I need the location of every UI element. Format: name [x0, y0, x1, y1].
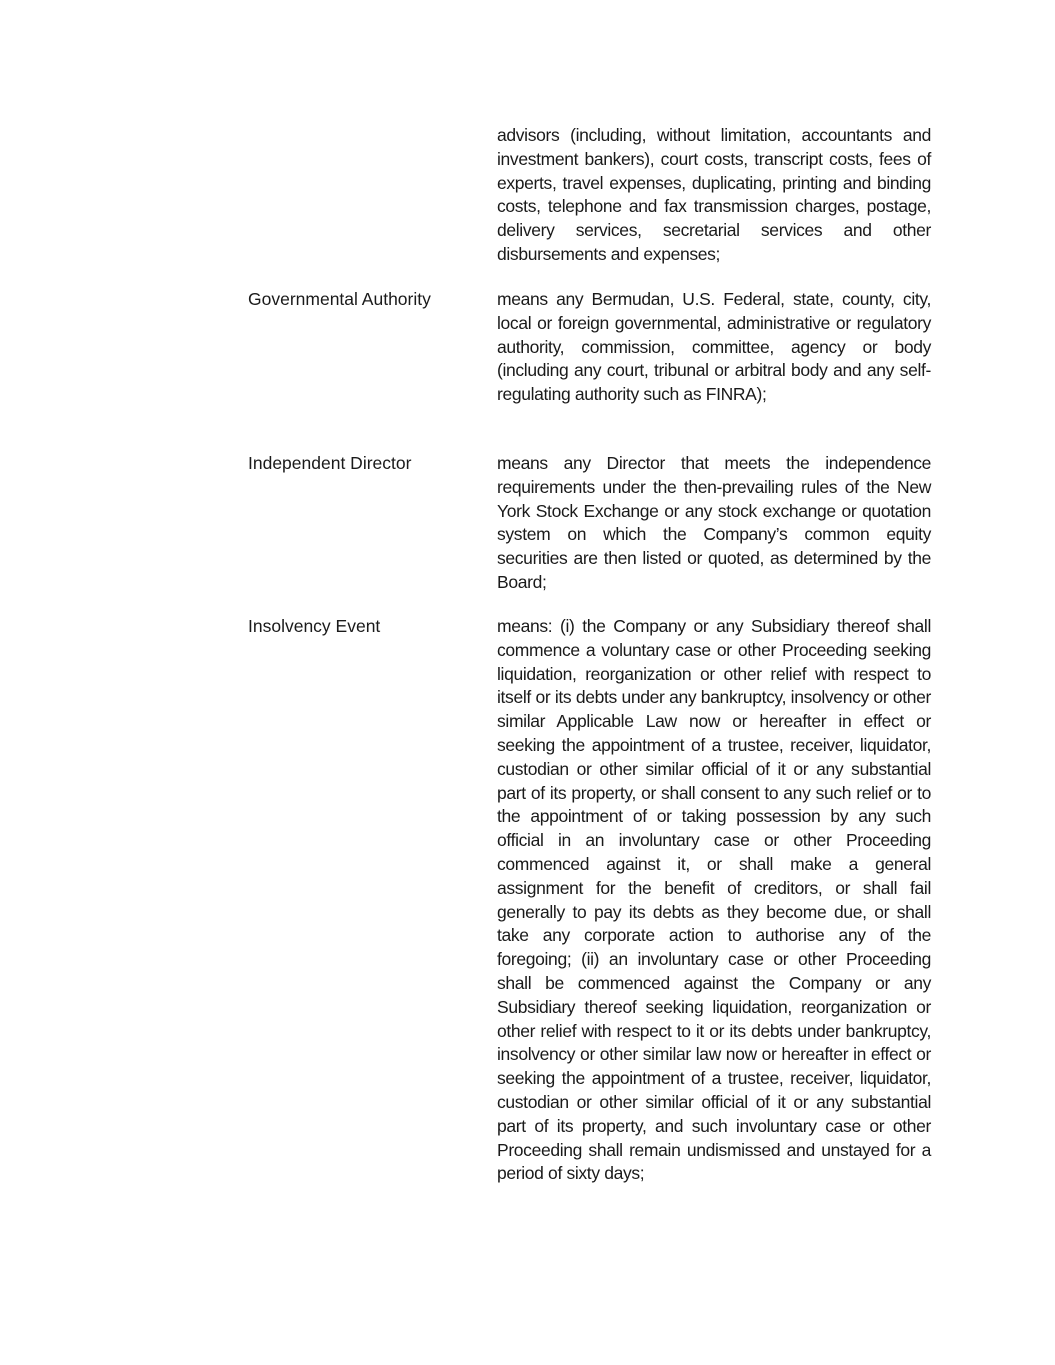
definition-text: advisors (including, without limitation, accountants and investment bankers), court costs, transcript costs, fees of experts, travel expenses, duplicating, printing and binding costs, telephone and fax transmission charges, postage, delivery services, secretarial services and other disbursements and expenses;	[497, 125, 931, 264]
definition-text: means any Bermudan, U.S. Federal, state, county, city, local or foreign governmental, administrative or regulatory authority, commission, committee, agency or body (including any court, tribunal or arbitral body and any self-regulating authority such as FINRA);	[497, 289, 931, 405]
defined-term: Governmental Authority	[248, 289, 431, 309]
defined-term: Insolvency Event	[248, 616, 381, 636]
definition-text: means any Director that meets the independence requirements under the then-prevailing rules of the New York Stock Exchange or any stock exchange or quotation system on which the Company’s common equity securities are then listed or quoted, as determined by the Board;	[497, 453, 931, 592]
definition-text: means: (i) the Company or any Subsidiary thereof shall commence a voluntary case or other Proceeding seeking liquidation, reorganization or other relief with respect to itself or its debts under any bankruptcy, insolvency or other similar Applicable Law now or hereafter in effect or seeking the appointment of a trustee, receiver, liquidator, custodian or other similar official of it or any substantial part of its property, or shall consent to any such relief or to the appointment of or taking possession by any such official in an involuntary case or other Proceeding commenced against it, or shall make a general assignment for the benefit of creditors, or shall fail generally to pay its debts as they become due, or shall take any corporate action to authorise any of the foregoing; (ii) an involuntary case or other Proceeding shall be commenced against the Company or any Subsidiary thereof seeking liquidation, reorganization or other relief with respect to it or its debts under bankruptcy, insolvency or other similar law now or hereafter in effect or seeking the appointment of a trustee, receiver, liquidator, custodian or other similar official of it or any substantial part of its property, and such involuntary case or other Proceeding shall remain undismissed and unstayed for a period of sixty days;	[497, 616, 931, 1184]
defined-term: Independent Director	[248, 453, 412, 473]
